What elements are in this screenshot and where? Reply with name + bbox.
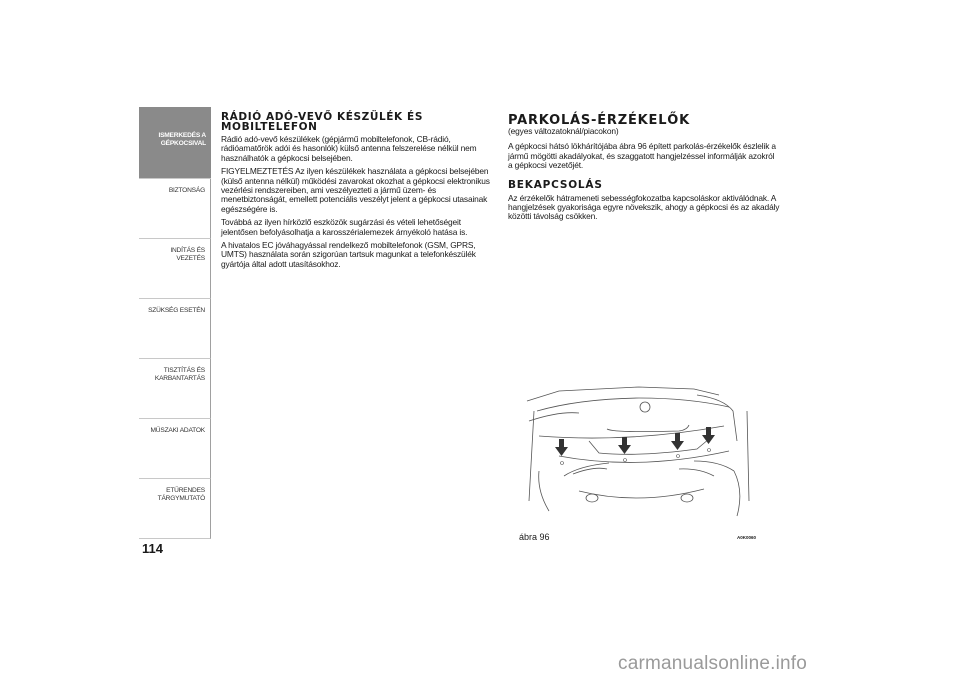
paragraph: Az érzékelők hátrameneti sebességfokozatba kapcsoláskor aktiválódnak. A hangjelzések gyakorisága egyre növekszik, ahogy a gépkocsi és az akadály közötti távolság csökken. — [508, 192, 780, 222]
tab-muszaki[interactable] — [139, 419, 211, 479]
tab-inditas[interactable] — [139, 239, 211, 299]
paragraph: Rádió adó-vevő készülékek (gépjármű mobiltelefonok, CB-rádió, rádióamatőrök adói és hasonlók) külső antenna felszerelése nélkül nem használhatók a gépkocsi belsejében. — [221, 134, 477, 163]
tab-szukseg[interactable] — [139, 299, 211, 359]
section-heading-radio: RÁDIÓ ADÓ-VEVŐ KÉSZÜLÉK ÉS MOBILTELEFON — [221, 111, 423, 133]
sensor-arrow-shaft-3 — [675, 433, 680, 441]
figure-caption: ábra 96 — [519, 532, 550, 542]
tab-label: ETŰRENDES — [166, 487, 205, 494]
tab-label: MŰSZAKI ADATOK — [150, 427, 205, 434]
sensor-arrow-shaft-1 — [559, 439, 564, 447]
watermark: carmanualsonline.info — [618, 653, 808, 674]
page-number: 114 — [142, 541, 163, 556]
sensor-arrow-shaft-4 — [706, 427, 711, 435]
sensor-arrow-head-3 — [671, 441, 684, 450]
warning-paragraph: FIGYELMEZTETÉS Az ilyen készülékek használata a gépkocsi belsejében (külső antenna nélkül) működési zavarokat okozhat a gépkocsi elektronikus vezérlési rendszereiben, ami veszélyezteti a jármű üzem- és menetbiztonságát, emellett potenciális veszélyt jelent a gépkocsi utasainak egészségére is. — [221, 166, 490, 214]
tab-biztonsag[interactable] — [139, 179, 211, 239]
tab-label: ISMERKEDÉS A — [158, 132, 206, 139]
figure-code: A0K0060 — [737, 535, 757, 540]
tab-ismerkedes[interactable] — [139, 107, 211, 179]
sensor-arrow-head-2 — [618, 445, 631, 454]
sensor-arrow-shaft-2 — [622, 437, 627, 445]
car-rear-illustration — [519, 381, 762, 531]
paragraph: Továbbá az ilyen hírközlő eszközök sugárzási és vételi lehetőségeit jelentősen befolyásolhatja a karosszérialemezek árnyékoló hatása is. — [221, 217, 468, 237]
tab-label: KARBANTARTÁS — [154, 375, 205, 382]
sensor-arrow-head-1 — [555, 447, 568, 456]
tab-label: TÁRGYMUTATÓ — [157, 495, 205, 502]
section-heading-parking: PARKOLÁS-ÉRZÉKELŐK — [508, 113, 691, 128]
tab-label: BIZTONSÁG — [168, 187, 205, 194]
tab-label: INDÍTÁS ÉS VEZETÉS — [170, 247, 205, 262]
paragraph: A hivatalos EC jóváhagyással rendelkező mobiltelefonok (GSM, GPRS, UMTS) használata során szigorúan tartsuk magunkat a telefonkészülék gyártója által adott utasításokhoz. — [221, 240, 476, 269]
tab-label: GÉPKOCSIVAL — [160, 140, 206, 147]
car-rear-drawing — [519, 381, 762, 531]
left-column — [221, 112, 493, 273]
tab-label: TISZTÍTÁS ÉS — [163, 367, 205, 374]
sensor-arrow-head-4 — [702, 435, 715, 444]
tab-targymutato[interactable] — [139, 479, 211, 539]
paragraph: A gépkocsi hátsó lökhárítójába ábra 96 épített parkolás-érzékelők észlelik a jármű mögötti akadályokat, és szaggatott hangjelzéssel informálják azokról a gépkocsi vezetőjét. — [508, 141, 776, 171]
tab-label: SZÜKSÉG ESETÉN — [148, 307, 205, 314]
chapter-sidebar — [139, 107, 211, 539]
right-column — [508, 114, 780, 226]
section-heading-bekapcsolas: BEKAPCSOLÁS — [508, 178, 603, 191]
subtitle: (egyes változatoknál/piacokon) — [508, 126, 619, 136]
tab-tisztitas[interactable] — [139, 359, 211, 419]
